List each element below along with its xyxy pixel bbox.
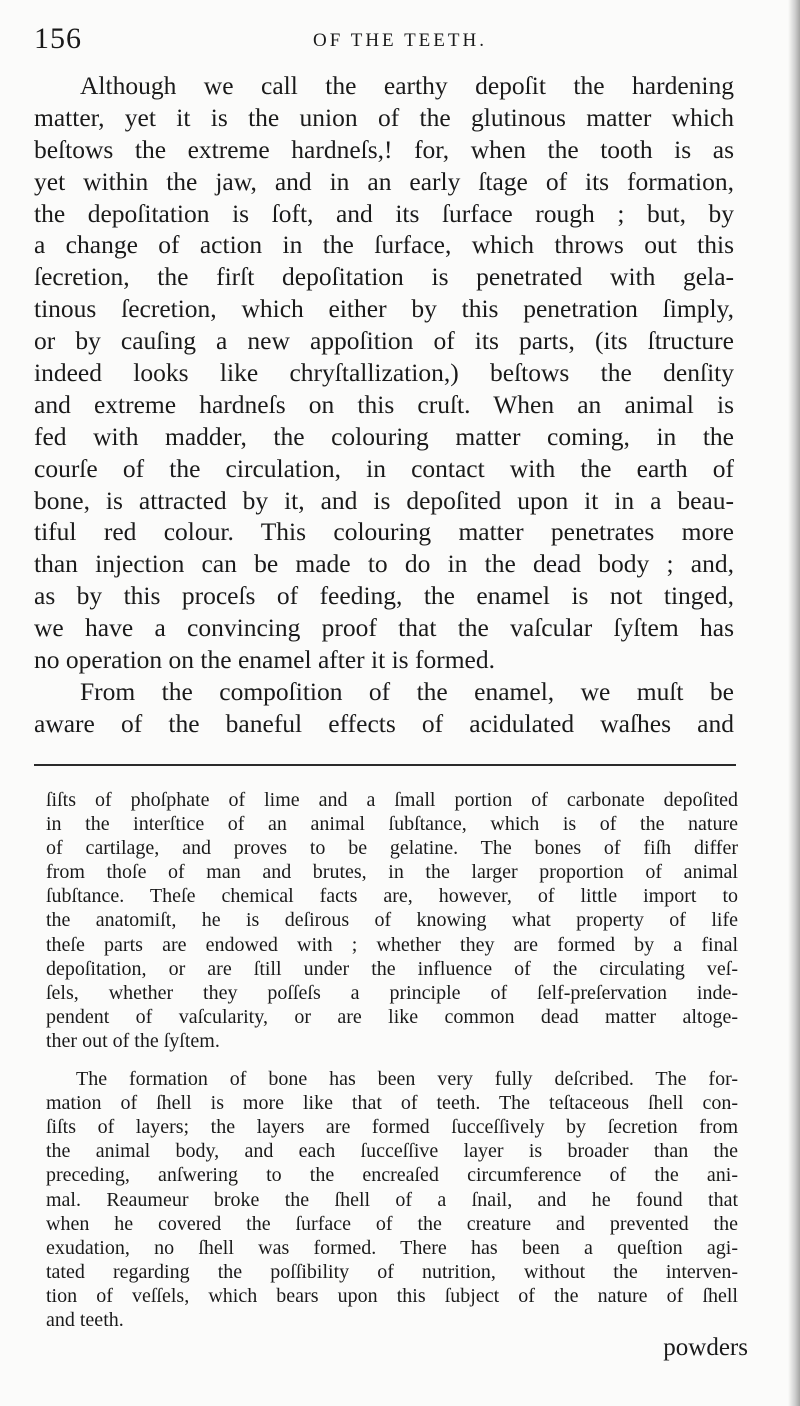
- footnote-line: depoſitation, or are ſtill under the influence of the circulating veſ-: [46, 957, 738, 980]
- text-line: yet within the jaw, and in an early ſtage of its formation,: [34, 166, 734, 196]
- footnote-line: in the interſtice of an animal ſubſtance, which is of the nature: [46, 813, 738, 836]
- footnote-line: exudation, no ſhell was formed. There has been a queſtion agi-: [46, 1236, 738, 1259]
- footnote-line: theſe parts are endowed with ; whether they are formed by a final: [46, 933, 738, 956]
- text-line: courſe of the circulation, in contact with the earth of: [34, 453, 734, 483]
- text-line: and extreme hardneſs on this cruſt. When an animal is: [34, 389, 734, 419]
- footnote-line: when he covered the ſurface of the creature and prevented the: [46, 1212, 738, 1235]
- text-line: we have a convincing proof that the vaſcular ſyſtem has: [34, 613, 734, 643]
- footnote-line: tion of veſſels, which bears upon this ſubject of the nature of ſhell: [46, 1284, 738, 1307]
- page-number: 156: [34, 22, 82, 55]
- footnote-line: ſiſts of phoſphate of lime and a ſmall portion of carbonate depoſited: [46, 789, 738, 811]
- footnote-rule: [34, 764, 736, 766]
- main-text: [34, 70, 734, 740]
- footnote-line: and teeth.: [46, 1308, 124, 1331]
- footnote-line: tated regarding the poſſibility of nutrition, without the interven-: [46, 1260, 738, 1283]
- footnote-line: the animal body, and each ſucceſſive layer is broader than the: [46, 1140, 738, 1163]
- footnote-line: ſels, whether they poſſeſs a principle of ſelf-preſervation inde-: [46, 981, 738, 1004]
- text-line: or by cauſing a new appoſition of its parts, (its ſtructure: [34, 326, 734, 356]
- footnote-line: from thoſe of man and brutes, in the larger proportion of animal: [46, 861, 738, 884]
- paragraph-gap: [46, 1053, 738, 1067]
- text-line: indeed looks like chryſtallization,) beſtows the denſity: [34, 358, 734, 388]
- text-line: as by this proceſs of feeding, the enamel is not tinged,: [34, 581, 734, 611]
- footnote-line: The formation of bone has been very fully deſcribed. The for-: [76, 1068, 738, 1091]
- running-head: OF THE TEETH.: [313, 30, 487, 51]
- text-line: than injection can be made to do in the dead body ; and,: [34, 549, 734, 579]
- footnote-line: pendent of vaſcularity, or are like common dead matter altoge-: [46, 1005, 738, 1028]
- text-line: ſecretion, the firſt depoſitation is penetrated with gela-: [34, 262, 734, 292]
- footnote-line: of cartilage, and proves to be gelatine. The bones of fiſh differ: [46, 837, 738, 860]
- footnote-line: mation of ſhell is more like that of teeth. The teſtaceous ſhell con-: [46, 1092, 738, 1115]
- footnote-line: mal. Reaumeur broke the ſhell of a ſnail, and he found that: [46, 1188, 738, 1211]
- text-line: aware of the baneful effects of acidulated waſhes and: [34, 708, 734, 738]
- text-line: fed with madder, the colouring matter coming, in the: [34, 421, 734, 451]
- footnote-text: [46, 788, 738, 1332]
- text-line: tiful red colour. This colouring matter penetrates more: [34, 517, 734, 547]
- footnote-line: preceding, anſwering to the encreaſed circumference of the ani-: [46, 1164, 738, 1187]
- text-line: no operation on the enamel after it is formed.: [34, 645, 495, 675]
- text-line: beſtows the extreme hardneſs,! for, when the tooth is as: [34, 134, 734, 164]
- footnote-line: ther out of the ſyſtem.: [46, 1029, 220, 1052]
- catchword: powders: [663, 1334, 748, 1361]
- footnote-line: ſubſtance. Theſe chemical facts are, however, of little import to: [46, 885, 738, 908]
- text-line: From the compoſition of the enamel, we muſt be: [80, 676, 734, 706]
- text-line: a change of action in the ſurface, which throws out this: [34, 230, 734, 260]
- text-line: bone, is attracted by it, and is depoſited upon it in a beau-: [34, 485, 734, 515]
- footnote-line: the anatomiſt, he is deſirous of knowing what property of life: [46, 909, 738, 932]
- footnote-line: ſiſts of layers; the layers are formed ſucceſſively by ſecretion from: [46, 1116, 738, 1139]
- page-edge-shadow: [788, 0, 800, 1406]
- text-line: Although we call the earthy depoſit the hardening: [80, 71, 734, 100]
- text-line: matter, yet it is the union of the glutinous matter which: [34, 102, 734, 132]
- text-line: the depoſitation is ſoft, and its ſurface rough ; but, by: [34, 198, 734, 228]
- text-line: tinous ſecretion, which either by this penetration ſimply,: [34, 294, 734, 324]
